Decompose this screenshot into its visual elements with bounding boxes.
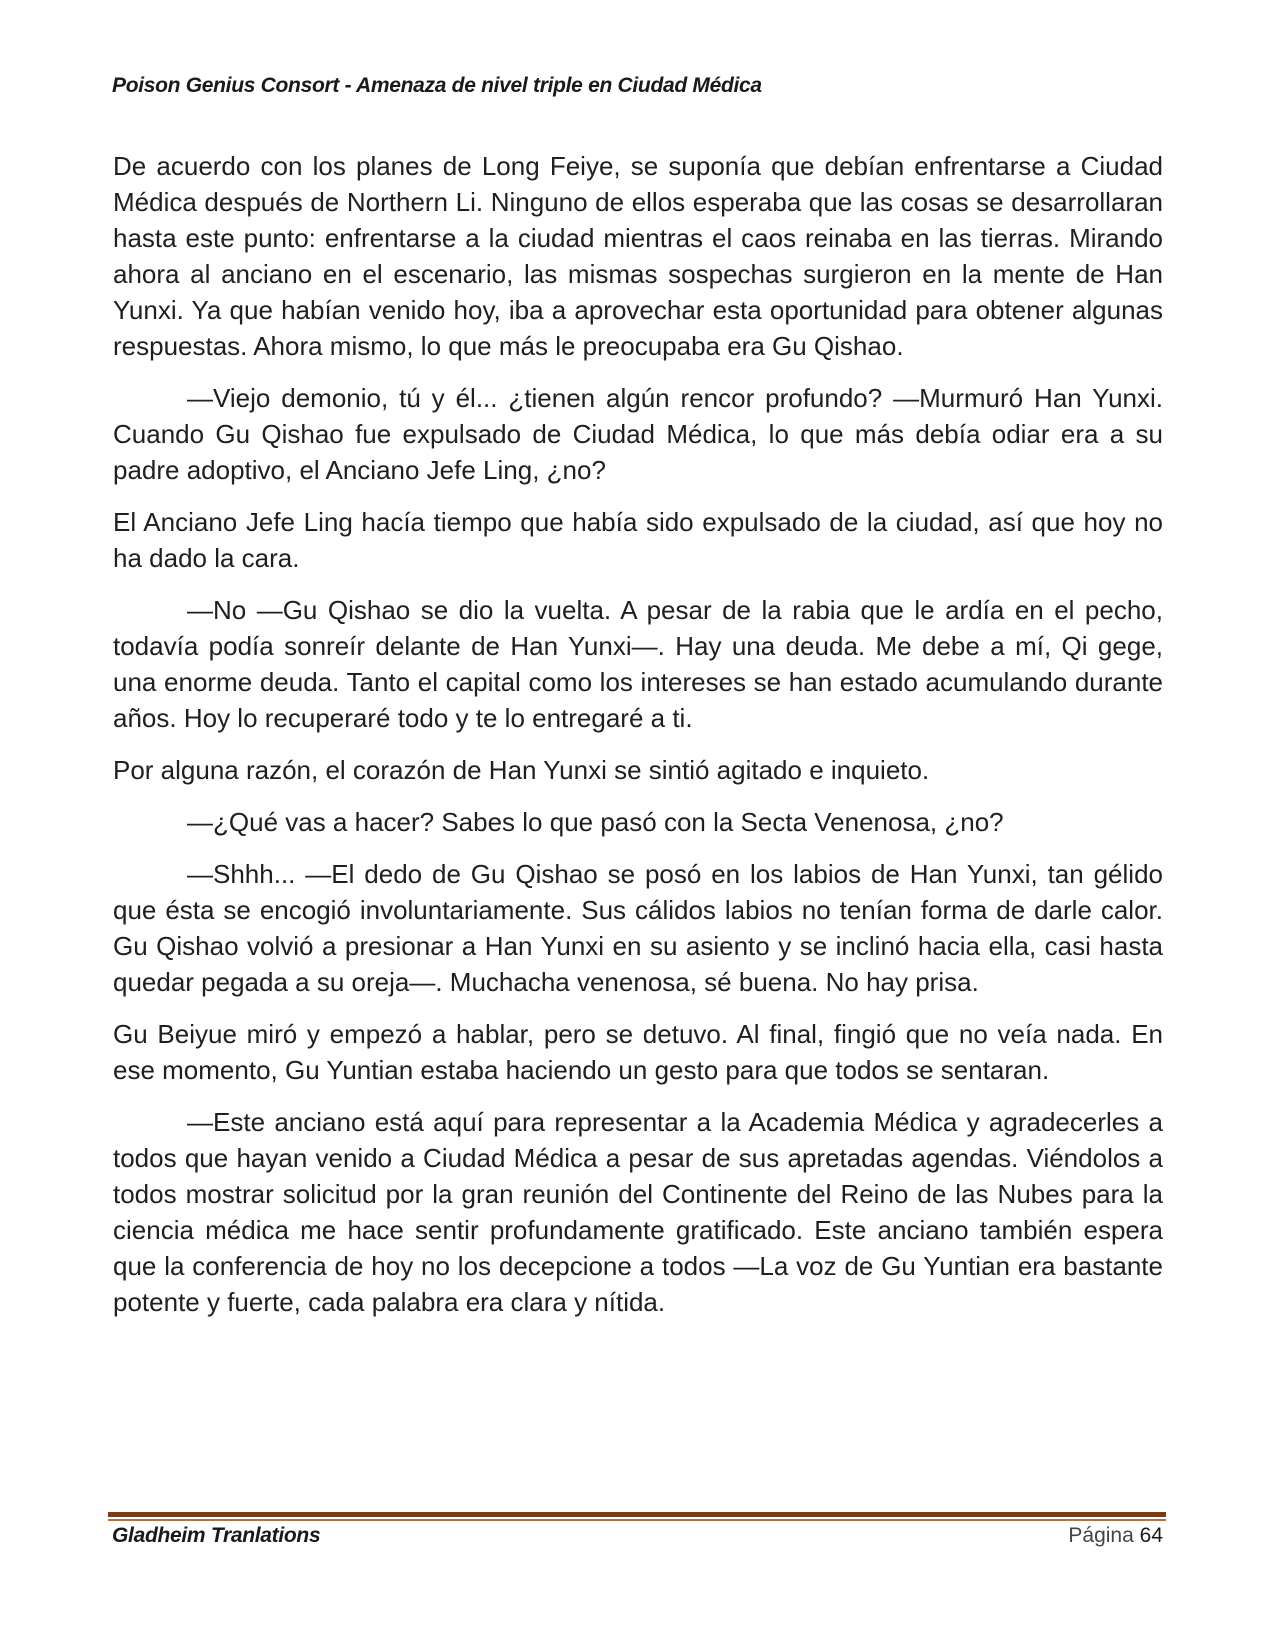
footer-divider — [108, 1512, 1166, 1521]
paragraph: De acuerdo con los planes de Long Feiye, se suponía que debían enfrentarse a Ciudad Médica después de Northern Li. Ninguno de ellos esperaba que las cosas se desarrollaran hasta este punto: enfrentarse a la ciudad mientras el caos reinaba en las tierras. Mirando ahora al anciano en el escenario, las mismas sospechas surgieron en la mente de Han Yunxi. Ya que habían venido hoy, iba a aprovechar esta oportunidad para obtener algunas respuestas. Ahora mismo, lo que más le preocupaba era Gu Qishao. — [113, 151, 1163, 361]
page-number-value: 64 — [1139, 1524, 1163, 1547]
paragraph: —No —Gu Qishao se dio la vuelta. A pesar de la rabia que le ardía en el pecho, todavía podía sonreír delante de Han Yunxi—. Hay una deuda. Me debe a mí, Qi gege, una enorme deuda. Tanto el capital como los intereses se han estado acumulando durante años. Hoy lo recuperaré todo y te lo entregaré a ti. — [113, 595, 1163, 733]
paragraph: —Shhh... —El dedo de Gu Qishao se posó en los labios de Han Yunxi, tan gélido que ésta se encogió involuntariamente. Sus cálidos labios no tenían forma de darle calor. Gu Qishao volvió a presionar a Han Yunxi en su asiento y se inclinó hacia ella, casi hasta quedar pegada a su oreja—. Muchacha venenosa, sé buena. No hay prisa. — [113, 859, 1163, 997]
paragraph: El Anciano Jefe Ling hacía tiempo que había sido expulsado de la ciudad, así que hoy no ha dado la cara. — [113, 507, 1163, 573]
page-header-title: Poison Genius Consort - Amenaza de nivel triple en Ciudad Médica — [112, 74, 762, 97]
document-body — [113, 148, 1163, 1336]
footer-credit: Gladheim Tranlations — [112, 1524, 321, 1547]
paragraph: Gu Beiyue miró y empezó a hablar, pero se detuvo. Al final, fingió que no veía nada. En ese momento, Gu Yuntian estaba haciendo un gesto para que todos se sentaran. — [113, 1019, 1163, 1085]
paragraph: —¿Qué vas a hacer? Sabes lo que pasó con la Secta Venenosa, ¿no? — [187, 807, 1004, 837]
page-label: Página — [1068, 1524, 1134, 1547]
paragraph: Por alguna razón, el corazón de Han Yunxi se sintió agitado e inquieto. — [113, 755, 930, 785]
paragraph: —Este anciano está aquí para representar a la Academia Médica y agradecerles a todos que hayan venido a Ciudad Médica a pesar de sus apretadas agendas. Viéndolos a todos mostrar solicitud por la gran reunión del Continente del Reino de las Nubes para la ciencia médica me hace sentir profundamente gratificado. Este anciano también espera que la conferencia de hoy no los decepcione a todos —La voz de Gu Yuntian era bastante potente y fuerte, cada palabra era clara y nítida. — [113, 1107, 1163, 1317]
page-number — [1068, 1524, 1163, 1548]
paragraph: —Viejo demonio, tú y él... ¿tienen algún rencor profundo? —Murmuró Han Yunxi. Cuando Gu Qishao fue expulsado de Ciudad Médica, lo que más debía odiar era a su padre adoptivo, el Anciano Jefe Ling, ¿no? — [113, 383, 1163, 485]
